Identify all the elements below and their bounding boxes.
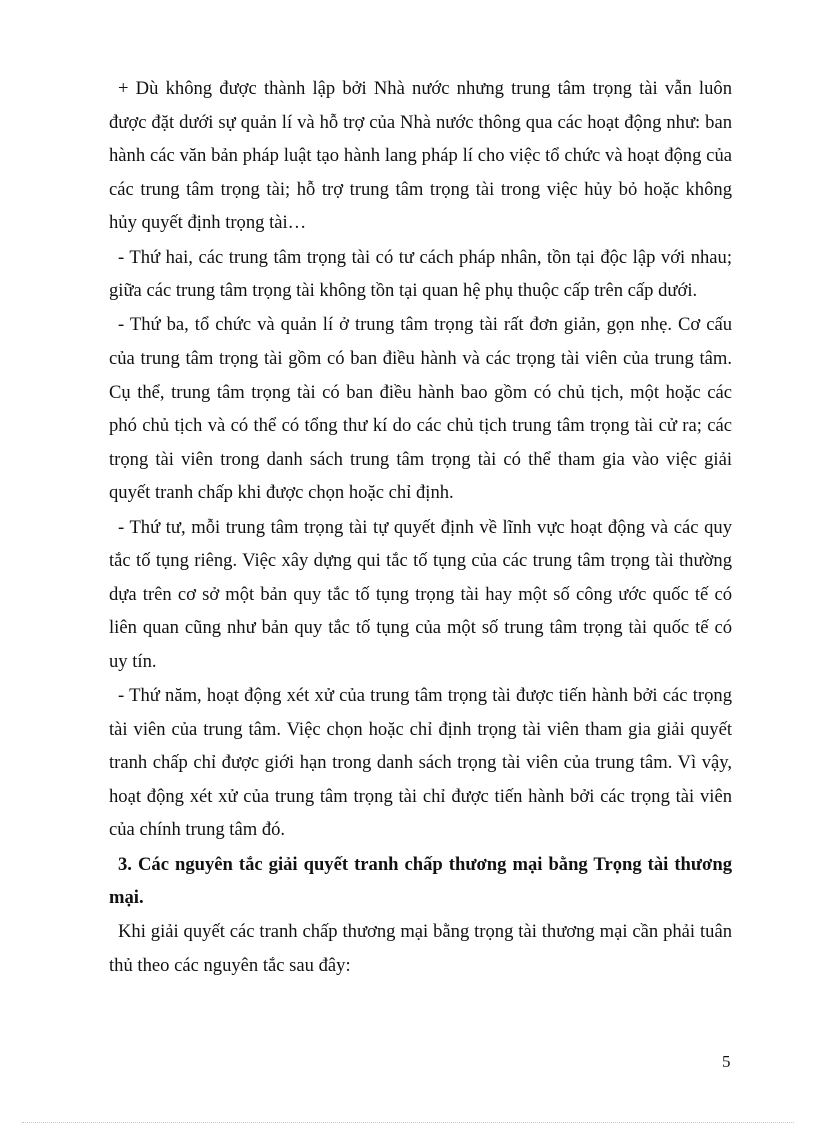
paragraph-third-organization: - Thứ ba, tổ chức và quản lí ở trung tâm trọng tài rất đơn giản, gọn nhẹ. Cơ cấu của trung tâm trọng tài gồm có ban điều hành và các trọng tài viên của trung tâm. Cụ thể, trung tâm trọng tài có ban điều hành bao gồm có chủ tịch, một hoặc các phó chủ tịch và có thể có tổng thư kí do các chủ tịch trung tâm trọng tài cử ra; các trọng tài viên trong danh sách trung tâm trọng tài có thể tham gia vào việc giải quyết tranh chấp khi được chọn hoặc chỉ định.: [109, 314, 732, 504]
paragraph-independence-state-support: + Dù không được thành lập bởi Nhà nước nhưng trung tâm trọng tài vẫn luôn được đặt dưới sự quản lí và hỗ trợ của Nhà nước thông qua các hoạt động như: ban hành các văn bản pháp luật tạo hành lang pháp lí cho việc tổ chức và hoạt động của các trung tâm trọng tài; hỗ trợ trung tâm trọng tài trong việc hủy bỏ hoặc không hủy quyết định trọng tài…: [109, 78, 732, 234]
paragraph-fourth-rules: - Thứ tư, mỗi trung tâm trọng tài tự quyết định về lĩnh vực hoạt động và các quy tắc tố tụng riêng. Việc xây dựng qui tắc tố tụng của các trung tâm trọng tài thường dựa trên cơ sở một bản quy tắc tố tụng trọng tài hay một số công ước quốc tế có liên quan cũng như bản quy tắc tố tụng của một số trung tâm trọng tài quốc tế có uy tín.: [109, 516, 732, 672]
paragraph-principles-intro: Khi giải quyết các tranh chấp thương mại bằng trọng tài thương mại cần phải tuân thủ theo các nguyên tắc sau đây:: [109, 921, 732, 976]
paragraph-second-legal-entity: - Thứ hai, các trung tâm trọng tài có tư cách pháp nhân, tồn tại độc lập với nhau; giữa các trung tâm trọng tài không tồn tại quan hệ phụ thuộc cấp trên cấp dưới.: [109, 246, 732, 302]
page-number: 5: [722, 1052, 731, 1071]
paragraph-fifth-adjudication: - Thứ năm, hoạt động xét xử của trung tâm trọng tài được tiến hành bởi các trọng tài viên của trung tâm. Việc chọn hoặc chỉ định trọng tài viên tham gia giải quyết tranh chấp chỉ được giới hạn trong danh sách trọng tài viên của trung tâm. Vì vậy, hoạt động xét xử của trung tâm trọng tài chỉ được tiến hành bởi các trọng tài viên của chính trung tâm đó.: [109, 685, 732, 841]
document-body: [109, 72, 732, 983]
section-heading-principles: 3. Các nguyên tắc giải quyết tranh chấp thương mại bằng Trọng tài thương mại.: [109, 853, 732, 909]
